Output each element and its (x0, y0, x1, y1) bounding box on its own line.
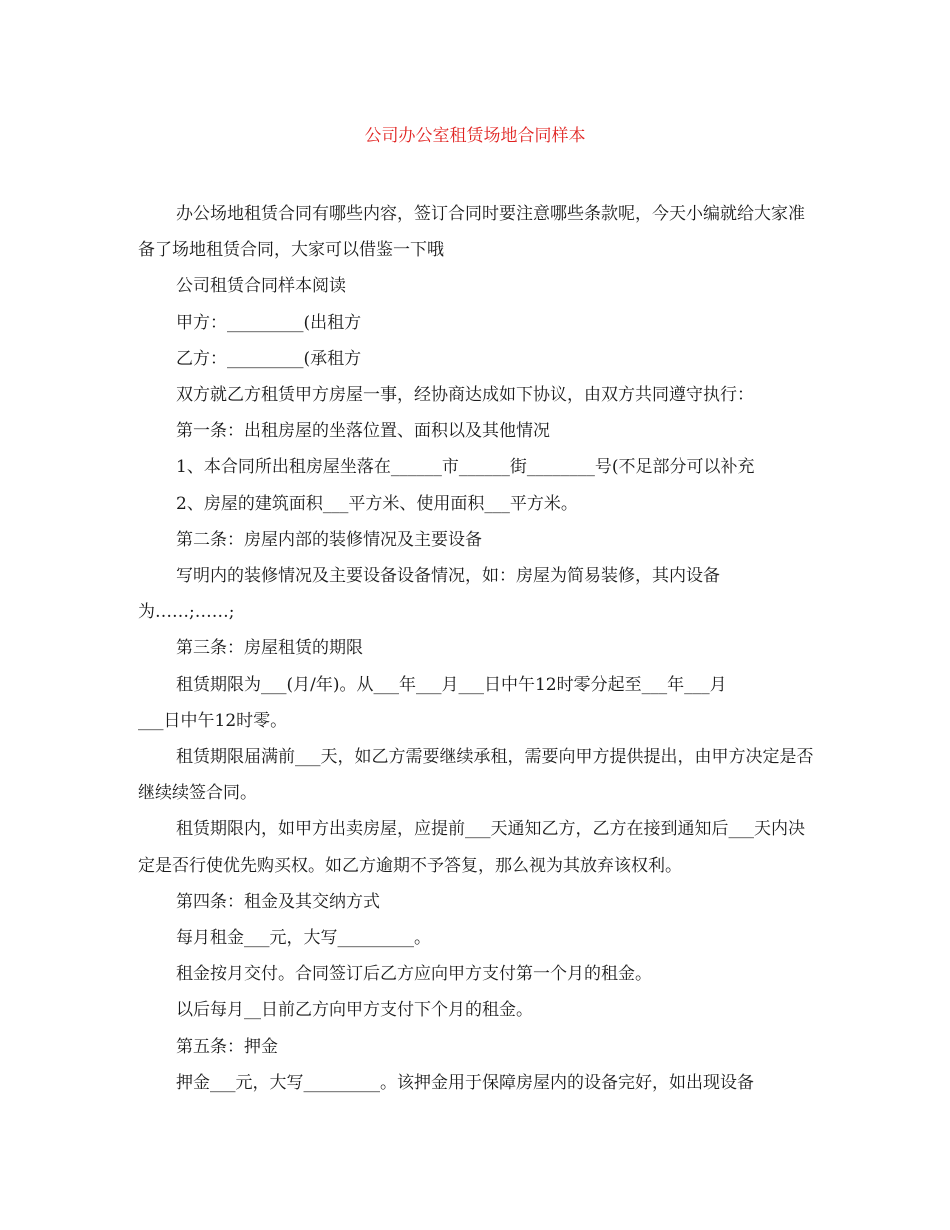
document-title: 公司办公室租赁场地合同样本 (364, 126, 586, 146)
party-a-line: 甲方：_________(出租方 (176, 312, 362, 333)
document-body (138, 196, 814, 1101)
section-heading: 公司租赁合同样本阅读 (176, 276, 346, 297)
party-b-line: 乙方：_________(承租方 (176, 348, 362, 369)
article-2-heading: 第二条：房屋内部的装修情况及主要设备 (176, 529, 482, 550)
article-5-deposit: 押金___元，大写_________。该押金用于保障房屋内的设备完好，如出现设备 (176, 1072, 754, 1093)
article-1-item-2: 2、房屋的建筑面积___平方米、使用面积___平方米。 (176, 493, 578, 514)
article-4-heading: 第四条：租金及其交纳方式 (176, 891, 380, 912)
article-3-renewal: 租赁期限届满前___天，如乙方需要继续承租，需要向甲方提供提出，由甲方决定是否继续续签合同。 (138, 747, 814, 804)
article-4-payment: 租金按月交付。合同签订后乙方应向甲方支付第一个月的租金。 (176, 964, 652, 985)
article-3-term: 租赁期限为___(月/年)。从___年___月___日中午12时零分起至___年___月 ___日中午12时零。 (138, 674, 727, 731)
article-3-heading: 第三条：房屋租赁的期限 (176, 638, 363, 659)
article-1-heading: 第一条：出租房屋的坐落位置、面积以及其他情况 (176, 421, 550, 442)
article-4-due-date: 以后每月__日前乙方向甲方支付下个月的租金。 (176, 1000, 533, 1021)
agreement-paragraph: 双方就乙方租赁甲方房屋一事，经协商达成如下协议，由双方共同遵守执行： (176, 385, 754, 406)
article-2-body: 写明内的装修情况及主要设备设备情况，如：房屋为简易装修，其内设备 为……;……; (138, 566, 720, 623)
intro-paragraph: 办公场地租赁合同有哪些内容，签订合同时要注意哪些条款呢，今天小编就给大家准备了场地租赁合同，大家可以借鉴一下哦 (138, 204, 805, 261)
article-5-heading: 第五条：押金 (176, 1036, 278, 1057)
article-1-item-1: 1、本合同所出租房屋坐落在______市______街________号(不足部分可以补充 (176, 457, 755, 478)
article-4-monthly-rent: 每月租金___元，大写_________。 (176, 928, 431, 949)
article-3-sale: 租赁期限内，如甲方出卖房屋，应提前___天通知乙方，乙方在接到通知后___天内决定是否行使优先购买权。如乙方逾期不予答复，那么视为其放弃该权利。 (138, 819, 805, 876)
